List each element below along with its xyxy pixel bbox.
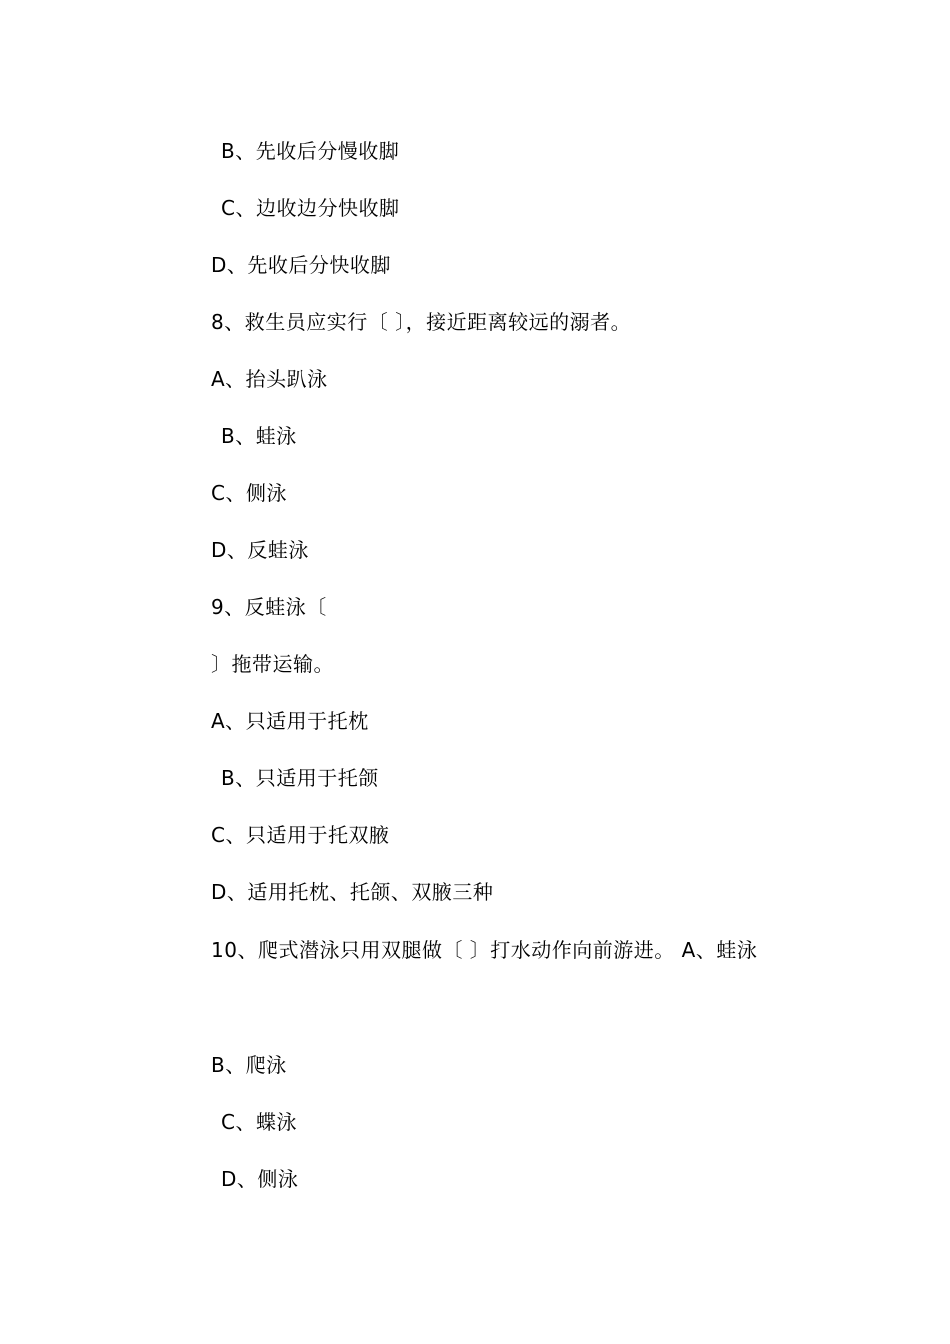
- option-b-q7: B、先收后分慢收脚: [221, 139, 400, 163]
- option-d-q9: D、适用托枕、托颌、双腋三种: [211, 880, 494, 904]
- option-b-q8: B、蛙泳: [221, 424, 297, 448]
- option-c-q8: C、侧泳: [211, 481, 287, 505]
- question-9-line-2: 〕拖带运输。: [211, 652, 334, 676]
- option-c-q9: C、只适用于托双腋: [211, 823, 390, 847]
- option-a-q9: A、只适用于托枕: [211, 709, 369, 733]
- option-c-q10: C、蝶泳: [221, 1110, 297, 1134]
- question-8: 8、救生员应实行〔 〕，接近距离较远的溺者。: [211, 310, 632, 334]
- option-d-q7: D、先收后分快收脚: [211, 253, 391, 277]
- option-c-q7: C、边收边分快收脚: [221, 196, 400, 220]
- option-b-q9: B、只适用于托颌: [221, 766, 379, 790]
- option-d-q10: D、侧泳: [221, 1167, 299, 1191]
- option-b-q10: B、爬泳: [211, 1053, 287, 1077]
- question-9-line-1: 9、反蛙泳〔: [211, 595, 327, 619]
- option-a-q8: A、抬头趴泳: [211, 367, 328, 391]
- option-d-q8: D、反蛙泳: [211, 538, 309, 562]
- question-10: 10、爬式潜泳只用双腿做〔 〕打水动作向前游进。 A、蛙泳: [211, 938, 758, 962]
